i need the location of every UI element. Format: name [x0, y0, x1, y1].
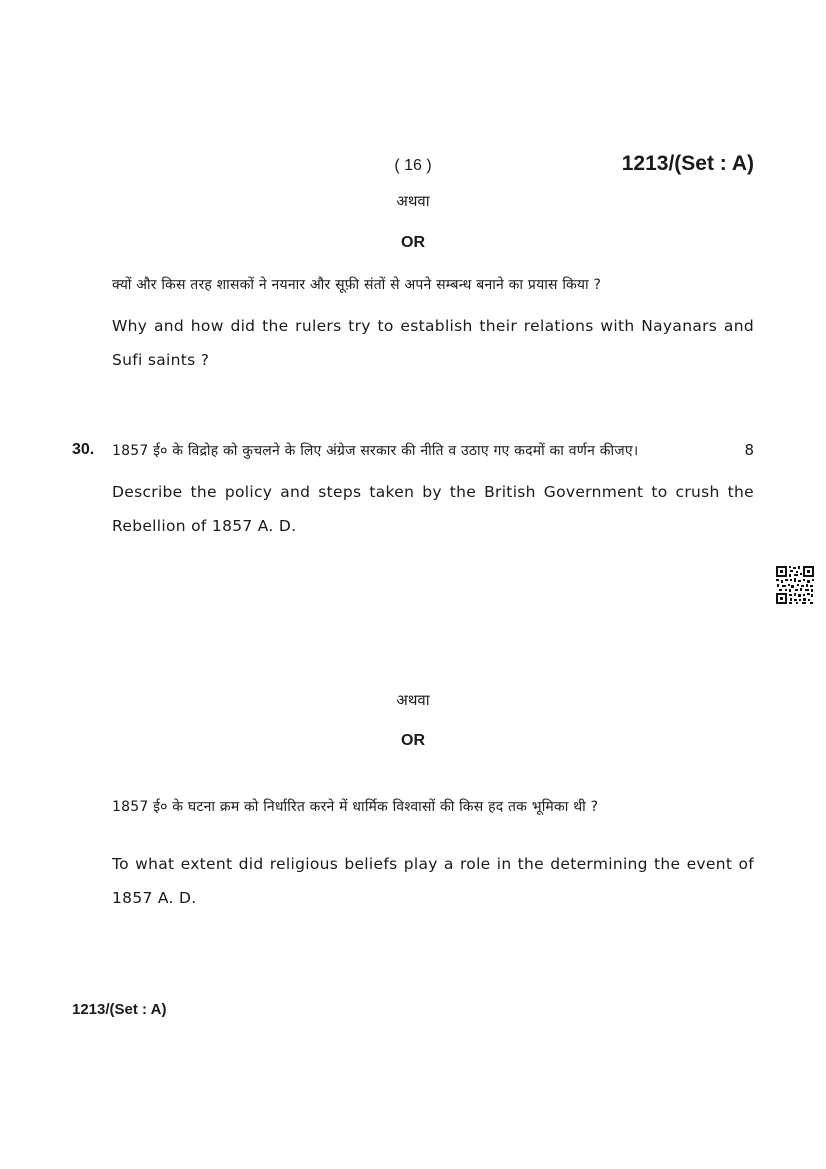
qr-code-icon: [776, 566, 814, 604]
or-english-label: OR: [401, 234, 425, 251]
or-hindi-label: अथवा: [396, 192, 430, 210]
question-text-english: Describe the policy and steps taken by the British Government to crush the Rebellion of 1857 A. D.: [112, 483, 754, 535]
question-text-english: Why and how did the rulers try to establish their relations with Nayanars and Sufi saints ?: [112, 317, 754, 369]
or-hindi-label: अथवा: [396, 691, 430, 709]
question-marks: 8: [744, 441, 754, 459]
paper-code-footer: 1213/(Set : A): [72, 1001, 167, 1018]
question-text-hindi: क्यों और किस तरह शासकों ने नयनार और सूफ़ी संतों से अपने सम्बन्ध बनाने का प्रयास किया ?: [112, 277, 602, 293]
question-number: 30.: [72, 441, 95, 458]
question-text-hindi: 1857 ई० के घटना क्रम को निर्धारित करने में धार्मिक विश्वासों की किस हद तक भूमिका थी ?: [112, 799, 599, 815]
question-text-english: To what extent did religious beliefs play a role in the determining the event of 1857 A. D.: [112, 855, 754, 907]
page-number: ( 16 ): [394, 157, 432, 174]
paper-code-header: 1213/(Set : A): [621, 152, 754, 175]
or-english-label: OR: [401, 732, 425, 749]
question-text-hindi: 1857 ई० के विद्रोह को कुचलने के लिए अंग्रेज सरकार की नीति व उठाए गए कदमों का वर्णन कीजए।: [112, 443, 639, 459]
